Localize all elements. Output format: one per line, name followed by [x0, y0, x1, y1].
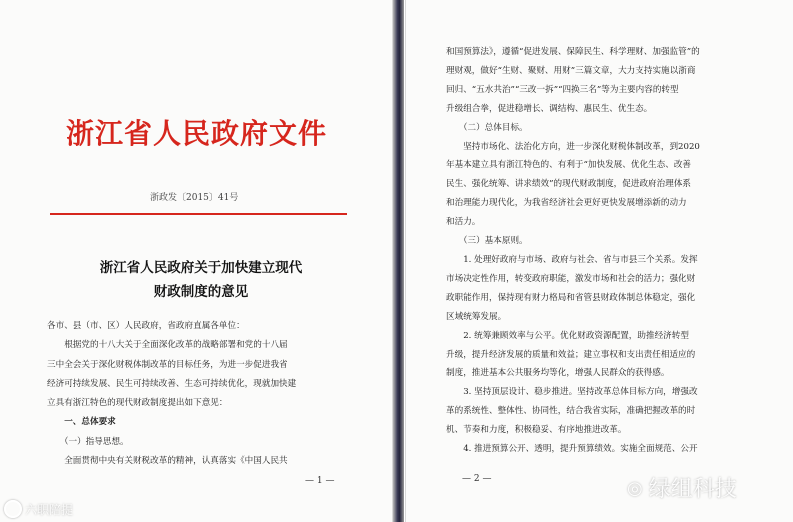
right-body-text: [446, 43, 786, 459]
text-line: 3. 坚持顶层设计、稳步推进。坚持改革总体目标方向，增强改: [446, 387, 698, 398]
left-body-text: [47, 317, 357, 471]
text-line: 和活力。: [446, 217, 481, 228]
document-title-line: 财政制度的意见: [153, 284, 249, 300]
text-line: 和治理能力现代化，为我省经济社会更好更快发展增添新的动力: [446, 198, 687, 209]
subsection-heading: （二）总体目标。: [446, 122, 528, 133]
text-line: 制度，推进基本公共服务均等化，增强人民群众的获得感。: [446, 368, 670, 379]
text-line: 2. 统筹兼顾效率与公平。优化财政资源配置，助推经济转型: [446, 330, 689, 341]
watermark-right-text: 绿组科技: [648, 477, 737, 502]
text-line: 坚持市场化、法治化方向，进一步深化财税体制改革，到2020: [446, 141, 700, 152]
watermark-left: [4, 500, 73, 518]
subsection-heading: （一）指导思想。: [47, 436, 129, 447]
watermark-logo-icon: [4, 500, 22, 518]
section-heading: 一、总体要求: [47, 417, 116, 428]
text-line: 机、节奏和力度，积极稳妥、有序地推进改革。: [446, 425, 627, 436]
text-line: 回归、“五水共治”“三改一拆”“四换三名”等为主要内容的转型: [446, 84, 679, 95]
text-line: 民生、强化统筹、讲求绩效”的现代财政制度，促进政府治理体系: [446, 179, 692, 190]
text-line: 升级组合拳，促进稳增长、调结构、惠民生、优生态。: [446, 103, 653, 114]
text-line: 政职能作用，保持现有财力格局和省管县财政体制总体稳定，强化: [446, 292, 696, 303]
text-line: 三中全会关于深化财税体制改革的目标任务，为进一步促进我省: [47, 359, 288, 370]
wechat-icon: ◎: [627, 478, 643, 499]
text-line: 和国预算法》，遵循“促进发展、保障民生、科学理财、加强监管”的: [446, 47, 700, 57]
text-line: 4. 推进预算公开、透明，提升预算绩效。实施全面规范、公开: [446, 444, 698, 455]
text-line: 全面贯彻中央有关财税改革的精神，认真落实《中国人民共: [47, 456, 288, 467]
subsection-heading: （三）基本原则。: [446, 236, 528, 247]
document-title-line: 浙江省人民政府关于加快建立现代: [99, 260, 303, 276]
page-number: — 2 —: [462, 474, 492, 484]
government-document-header: 浙江省人民政府文件: [66, 117, 328, 150]
book-spine-gutter: [393, 0, 404, 522]
text-line: 理财观，做好“生财、聚财、用财”三篇文章，大力支持实施以浙商: [446, 65, 696, 76]
text-line: 各市、县（市、区）人民政府，省政府直属各单位：: [47, 321, 245, 331]
text-line: 市场决定性作用，转变政府职能，激发市场和社会的活力；强化财: [446, 273, 696, 284]
watermark-left-text: 六职陪提: [25, 503, 74, 517]
text-line: 区域统筹发展。: [446, 311, 507, 322]
text-line: 经济可持续发展、民生可持续改善、生态可持续优化，现就加快建: [47, 378, 297, 389]
page-number: — 1 —: [305, 476, 335, 486]
right-document-page: [405, 0, 793, 522]
watermark-right: [627, 472, 737, 503]
text-line: 革的系统性、整体性、协同性，结合我省实际，准确把握改革的时: [446, 406, 696, 417]
text-line: 升级，提升经济发展的质量和效益；建立事权和支出责任相适应的: [446, 349, 696, 360]
text-line: 根据党的十八大关于全面深化改革的战略部署和党的十八届: [47, 340, 288, 351]
text-line: 立具有浙江特色的现代财政制度提出如下意见：: [47, 398, 228, 409]
document-title: [66, 256, 336, 304]
text-line: 1. 处理好政府与市场、政府与社会、省与市县三个关系。发挥: [446, 254, 698, 265]
text-line: 年基本建立具有浙江特色的、有利于“加快发展、优化生态、改善: [446, 160, 692, 171]
document-number: 浙政发〔2015〕41号: [150, 193, 239, 203]
red-divider-line: [50, 213, 347, 215]
left-document-page: [0, 0, 393, 522]
